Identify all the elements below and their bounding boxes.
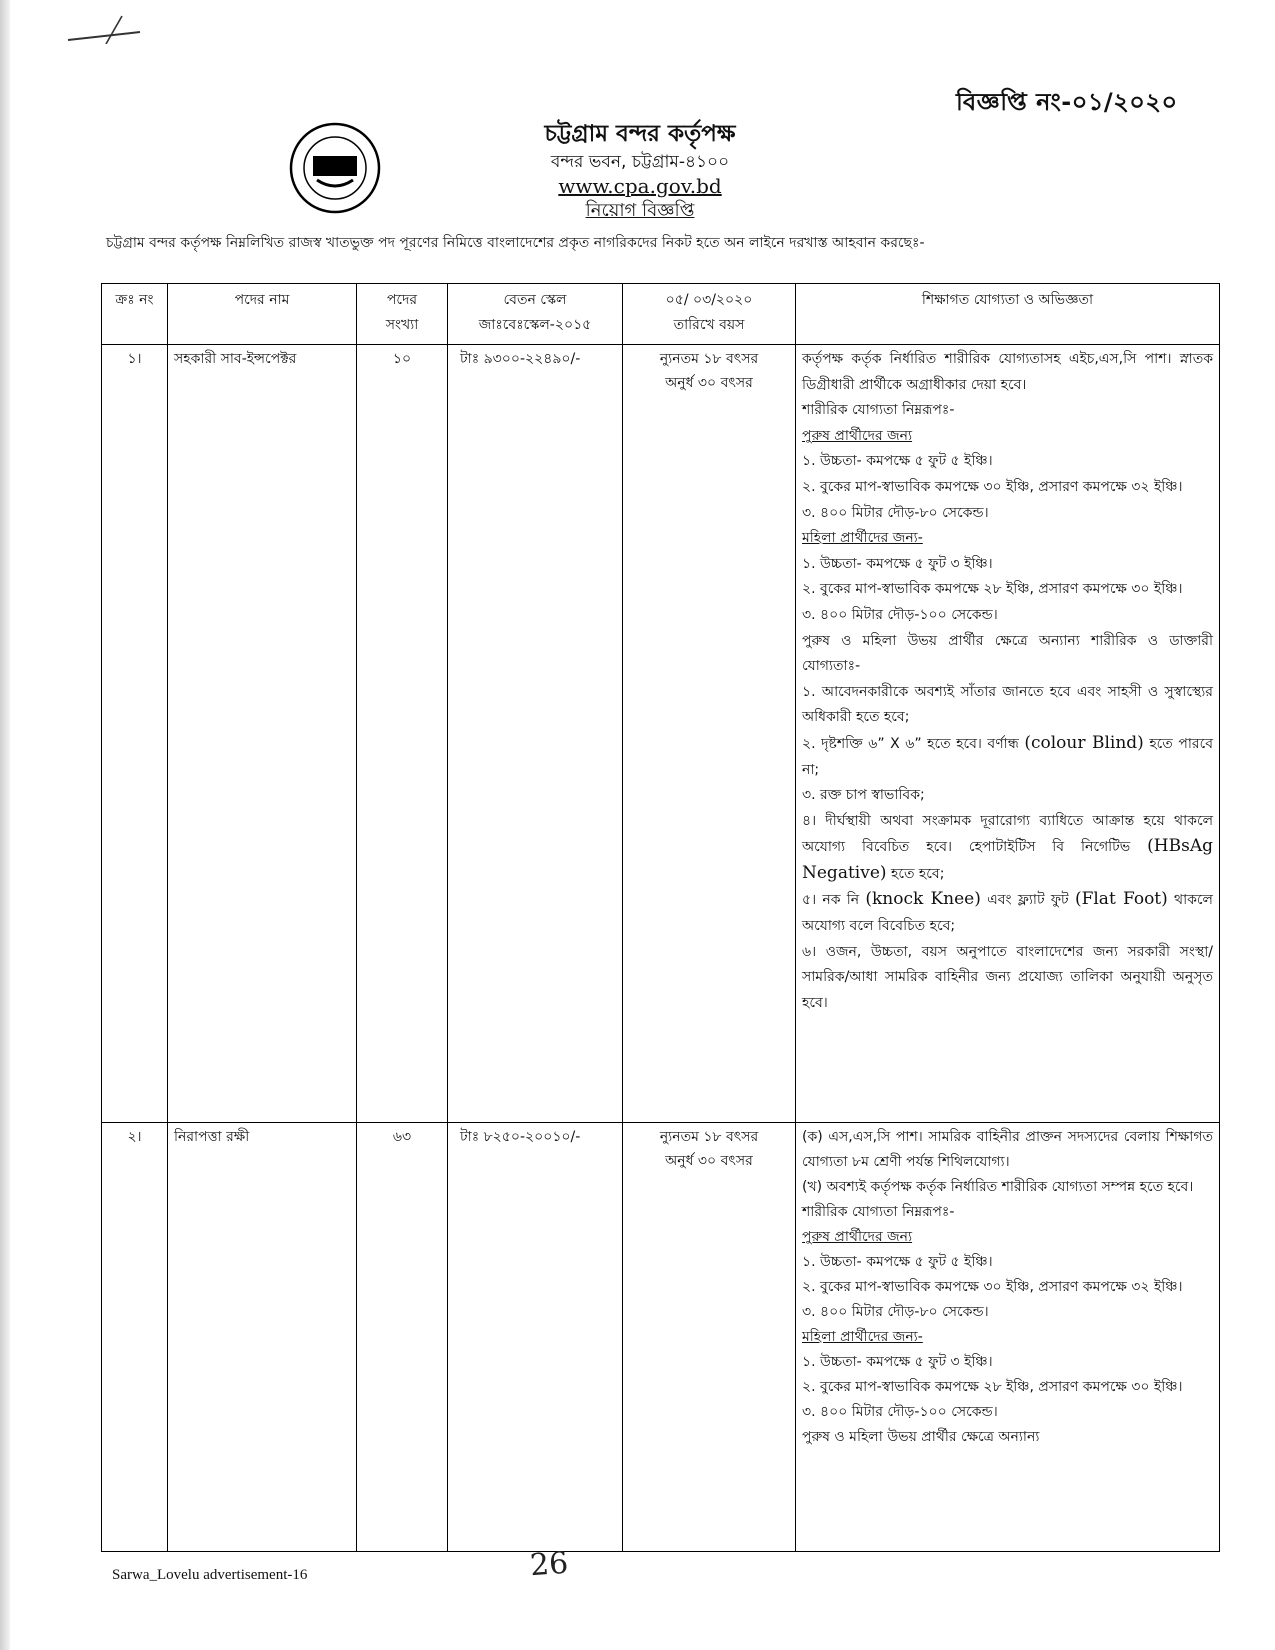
row-salary-scale: টাঃ ৮২৫০-২০০১০/-: [448, 1123, 623, 1552]
list-item: ২. বুকের মাপ-স্বাভাবিক কমপক্ষে ২৮ ইঞ্চি, প্রসারণ কমপক্ষে ৩০ ইঞ্চি।: [802, 1379, 1183, 1395]
list-item: ৩. ৪০০ মিটার দৌড়-৮০ সেকেন্ড।: [802, 504, 989, 521]
qualification-text: (ক) এস,এস,সি পাশ। সামরিক বাহিনীর প্রাক্তন সদস্যদের বেলায় শিক্ষাগত যোগ্যতা ৮ম শ্রেণী পর্যন্ত শিথিলযোগ্য।: [802, 1129, 1213, 1170]
list-item: ১. উচ্চতা- কমপক্ষে ৫ ফুট ৩ ইঞ্চি।: [802, 555, 993, 572]
list-item: ২. বুকের মাপ-স্বাভাবিক কমপক্ষে ৩০ ইঞ্চি, প্রসারণ কমপক্ষে ৩২ ইঞ্চি।: [802, 1279, 1183, 1295]
list-item: [802, 887, 1213, 939]
header-age-line1: ০৫/ ০৩/২০২০: [665, 292, 753, 308]
handwritten-page-number: 26: [528, 1545, 570, 1584]
header-count-line1: পদের: [386, 292, 418, 308]
age-min: ন্যুনতম ১৮ বৎসর: [659, 1129, 759, 1145]
table-header-row: [102, 284, 1220, 345]
disease-text-end: হতে হবে;: [886, 865, 945, 882]
hbsag-term: (HBsAg Negative): [802, 836, 1213, 883]
age-min: ন্যুনতম ১৮ বৎসর: [659, 351, 759, 367]
header-count-line2: সংখ্যা: [385, 317, 419, 333]
physical-requirements-heading: শারীরিক যোগ্যতা নিম্নরূপঃ-: [802, 1204, 955, 1220]
eyesight-text: ২. দৃষ্টশক্তি ৬” X ৬” হতে হবে। বর্ণান্ধ: [802, 735, 1019, 752]
scan-edge-shadow: [0, 0, 10, 1650]
row-post-name: সহকারী সাব-ইন্সপেক্টর: [168, 345, 357, 1123]
header-age: [623, 284, 796, 345]
knee-text-end: থাকলে অযোগ্য বলে বিবেচিত হবে;: [802, 892, 1213, 935]
intro-paragraph: চট্টগ্রাম বন্দর কর্তৃপক্ষ নিম্নলিখিত রাজস্ব খাতভুক্ত পদ পূরণের নিমিত্তে বাংলাদেশের প্রকৃত নাগরিকদের নিকট হতে অন লাইনে দরখাস্ত আহবান করছেঃ-: [106, 235, 925, 251]
header-qualification: শিক্ষাগত যোগ্যতা ও অভিজ্ঞতা: [796, 284, 1220, 345]
row-age-limit: [623, 345, 796, 1123]
knee-text: ৫। নক নি: [802, 892, 866, 909]
eyesight-text-end: হতে পারবে না;: [802, 735, 1214, 778]
notice-number: বিজ্ঞপ্তি নং-০১/২০২০: [956, 88, 1178, 116]
list-item: ৩. ৪০০ মিটার দৌড়-৮০ সেকেন্ড।: [802, 1304, 989, 1320]
flat-foot-text: এবং ফ্ল্যাট ফুট: [980, 892, 1075, 909]
row-serial: ২।: [102, 1123, 168, 1552]
port-authority-seal-icon: [285, 118, 385, 218]
row-post-count: ৬৩: [357, 1123, 448, 1552]
organization-name: চট্টগ্রাম বন্দর কর্তৃপক্ষ: [544, 121, 736, 147]
list-item: ১. উচ্চতা- কমপক্ষে ৫ ফুট ৫ ইঞ্চি।: [802, 453, 993, 470]
header-salary-line1: বেতন স্কেল: [503, 292, 567, 308]
header-count: [357, 284, 448, 345]
header-salary: [448, 284, 623, 345]
list-item: ৩. রক্ত চাপ স্বাভাবিক;: [802, 787, 925, 804]
row-qualification: [796, 1123, 1220, 1552]
pen-mark-icon: [66, 14, 146, 44]
table-row: [102, 345, 1220, 1123]
male-candidates-heading: পুরুষ প্রার্থীদের জন্য: [802, 1229, 913, 1245]
website-link[interactable]: www.cpa.gov.bd: [558, 174, 722, 198]
letterhead: [430, 118, 850, 224]
header-post: পদের নাম: [168, 284, 357, 345]
list-item: ২. বুকের মাপ-স্বাভাবিক কমপক্ষে ৩০ ইঞ্চি, প্রসারণ কমপক্ষে ৩২ ইঞ্চি।: [802, 478, 1183, 495]
footer-reference: Sarwa_Lovelu advertisement-16: [112, 1567, 308, 1583]
male-candidates-heading: পুরুষ প্রার্থীদের জন্য: [802, 427, 913, 444]
row-serial: ১।: [102, 345, 168, 1123]
flat-foot-term: (Flat Foot): [1074, 889, 1168, 910]
header-salary-line2: জাঃবেঃস্কেল-২০১৫: [478, 317, 592, 333]
knock-knee-term: (knock Knee): [865, 889, 981, 910]
qualification-text: (খ) অবশ্যই কর্তৃপক্ষ কর্তৃক নির্ধারিত শারীরিক যোগ্যতা সম্পন্ন হতে হবে।: [802, 1179, 1194, 1195]
document-title: নিয়োগ বিজ্ঞপ্তি: [585, 200, 695, 221]
common-requirements-heading: পুরুষ ও মহিলা উভয় প্রার্থীর ক্ষেত্রে অন্যান্য: [802, 1429, 1040, 1445]
vacancy-table: [101, 283, 1220, 1552]
table-row: [102, 1123, 1220, 1552]
female-candidates-heading: মহিলা প্রার্থীদের জন্য-: [802, 1329, 923, 1345]
list-item: [802, 731, 1213, 783]
female-candidates-heading: মহিলা প্রার্থীদের জন্য-: [802, 530, 923, 547]
physical-requirements-heading: শারীরিক যোগ্যতা নিম্নরূপঃ-: [802, 402, 955, 419]
list-item: ৩. ৪০০ মিটার দৌড়-১০০ সেকেন্ড।: [802, 606, 998, 623]
list-item: ১. উচ্চতা- কমপক্ষে ৫ ফুট ৫ ইঞ্চি।: [802, 1254, 993, 1270]
disease-text: ৪। দীর্ঘস্থায়ী অথবা সংক্রামক দূরারোগ্য ব্যাধিতে আক্রান্ত হয়ে থাকলে অযোগ্য বিবেচিত হবে। হেপাটাইটিস বি নিগেটিভ: [802, 812, 1213, 856]
header-age-line2: তারিখে বয়স: [673, 317, 745, 333]
organization-address: বন্দর ভবন, চট্টগ্রাম-৪১০০: [550, 152, 730, 172]
list-item: [802, 809, 1213, 888]
qualification-text: কর্তৃপক্ষ কর্তৃক নির্ধারিত শারীরিক যোগ্যতাসহ এইচ,এস,সি পাশ। স্নাতক ডিগ্রীধারী প্রার্থীকে অগ্রাধীকার দেয়া হবে।: [802, 351, 1213, 393]
list-item: ৩. ৪০০ মিটার দৌড়-১০০ সেকেন্ড।: [802, 1404, 998, 1420]
list-item: ১. উচ্চতা- কমপক্ষে ৫ ফুট ৩ ইঞ্চি।: [802, 1354, 993, 1370]
age-max: অনুর্ধ ৩০ বৎসর: [665, 1153, 753, 1169]
port-authority-logo: [285, 118, 385, 218]
row-age-limit: [623, 1123, 796, 1552]
row-post-name: নিরাপত্তা রক্ষী: [168, 1123, 357, 1552]
row-post-count: ১০: [357, 345, 448, 1123]
row-salary-scale: টাঃ ৯৩০০-২২৪৯০/-: [448, 345, 623, 1123]
list-item: ২. বুকের মাপ-স্বাভাবিক কমপক্ষে ২৮ ইঞ্চি, প্রসারণ কমপক্ষে ৩০ ইঞ্চি।: [802, 581, 1183, 598]
common-requirements-heading: পুরুষ ও মহিলা উভয় প্রার্থীর ক্ষেত্রে অন্যান্য শারীরিক ও ডাক্তারী যোগ্যতাঃ-: [802, 632, 1213, 675]
header-serial: ক্রঃ নং: [102, 284, 168, 345]
colour-blind-term: (colour Blind): [1024, 732, 1144, 753]
list-item: ৬। ওজন, উচ্চতা, বয়স অনুপাতে বাংলাদেশের জন্য সরকারী সংস্থা/সামরিক/আধা সামরিক বাহিনীর জন্য প্রযোজ্য তালিকা অনুযায়ী অনুসৃত হবে।: [802, 943, 1213, 1011]
age-max: অনুর্ধ ৩০ বৎসর: [665, 375, 753, 391]
list-item: ১. আবেদনকারীকে অবশ্যই সাঁতার জানতে হবে এবং সাহসী ও সুস্বাস্থ্যের অধিকারী হতে হবে;: [802, 683, 1213, 726]
row-qualification: [796, 345, 1220, 1123]
